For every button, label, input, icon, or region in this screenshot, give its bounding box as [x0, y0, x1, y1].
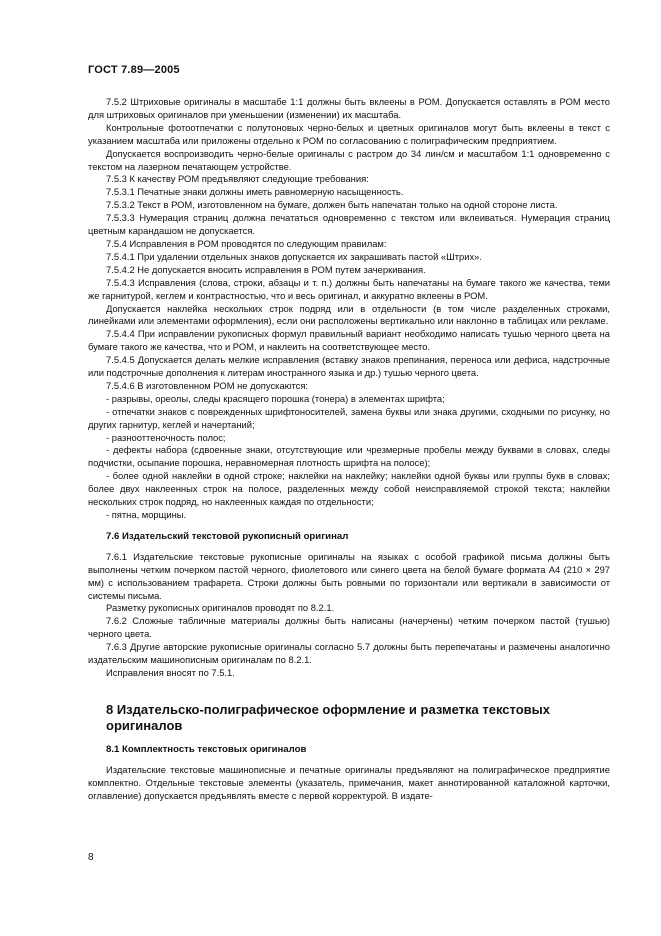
paragraph: 7.5.4.4 При исправлении рукописных формул правильный вариант необходимо написать тушью черного цвета на бумаге такого же качества, что и РОМ, и наклеить на соответствующее место. — [88, 328, 610, 353]
paragraph: 7.5.4 Исправления в РОМ проводятся по следующим правилам: — [106, 237, 387, 249]
paragraph: - разрывы, ореолы, следы красящего порошка (тонера) в элементах шрифта; — [106, 392, 445, 404]
paragraph: - дефекты набора (сдвоенные знаки, отсутствующие или чрезмерные пробелы между буквами в словах, следы подчистки, осыпание порошка, неравномерная плотность шрифта на полосе); — [88, 444, 610, 469]
paragraph: 7.6.3 Другие авторские рукописные оригиналы согласно 5.7 должны быть перепечатаны и размечены аналогично издательским машинописным оригиналам по 8.2.1. — [88, 641, 610, 666]
paragraph: 7.5.4.1 При удалении отдельных знаков допускается их закрашивать пастой «Штрих». — [106, 250, 482, 262]
section-7-5-text — [88, 96, 610, 522]
paragraph: 7.5.4.2 Не допускается вносить исправления в РОМ путем зачеркивания. — [106, 263, 426, 275]
section-8-heading: 8 Издательско-полиграфическое оформление и разметка текстовых оригиналов — [106, 701, 550, 733]
paragraph: 7.5.3.3 Нумерация страниц должна печататься одновременно с текстом или вклеиваться. Нумерация страниц цветным карандашом не допускается. — [88, 212, 610, 237]
paragraph: Допускается воспроизводить черно-белые оригиналы с растром до 34 лин/см и масштабом 1:1 одновременно с текстом на лазерном печатающем устройстве. — [88, 147, 610, 172]
paragraph: 7.5.2 Штриховые оригиналы в масштабе 1:1 должны быть вклеены в РОМ. Допускается оставлять в РОМ место для штриховых оригиналов при уменьшении (изменении) их масштаба. — [88, 96, 610, 120]
paragraph: 7.5.4.6 В изготовленном РОМ не допускаются: — [106, 379, 309, 391]
section-7-6-text — [88, 551, 610, 680]
paragraph: 7.5.4.3 Исправления (слова, строки, абзацы и т. п.) должны быть напечатаны на бумаге такого же качества, теми же гарнитурой, кеглем и контрастностью, что и весь оригинал, и аккуратно вклеены в РОМ. — [88, 276, 610, 301]
paragraph: 7.5.3.2 Текст в РОМ, изготовленном на бумаге, должен быть напечатан только на одной стороне листа. — [106, 199, 558, 211]
paragraph: - пятна, морщины. — [106, 509, 187, 520]
paragraph: - разнооттеночность полос; — [106, 431, 226, 443]
section-8-1-text — [88, 764, 610, 803]
document-body — [88, 96, 610, 803]
document-header: ГОСТ 7.89—2005 — [88, 64, 180, 76]
paragraph: Контрольные фотоотпечатки с полутоновых черно-белых и цветных оригиналов могут быть вклеены в текст с указанием масштаба или приложены отдельно к РОМ по согласованию с полиграфическим предприятием. — [88, 121, 610, 146]
page-number: 8 — [88, 852, 94, 863]
paragraph: 7.5.3 К качеству РОМ предъявляют следующие требования: — [106, 173, 369, 185]
paragraph: 7.6.2 Сложные табличные материалы должны быть написаны (начерчены) четким почерком пастой (тушью) черного цвета. — [88, 615, 610, 640]
paragraph: Исправления вносят по 7.5.1. — [106, 666, 235, 678]
paragraph: - более одной наклейки в одной строке; наклейки на наклейку; наклейки одной буквы или группы букв в словах; более двух наклеенных строк на полосе, разделенных между собой неисправляемой строкой текста; наклейки нескольких строк подряд, но наклеенных каждая по отдельности; — [88, 470, 610, 508]
paragraph: 7.5.4.5 Допускается делать мелкие исправления (вставку знаков препинания, переноса или дефиса, надстрочные или подстрочные дополнения к литерам иностранного языка и др.) тушью черного цвета. — [88, 354, 610, 379]
paragraph: 7.6.1 Издательские текстовые рукописные оригиналы на языках с особой графикой письма должны быть выполнены четким почерком пастой черного, фиолетового или синего цвета на белой бумаге формата А4 (210 × 297 мм) с использованием трафарета. Строки должны быть ровными по горизонтали или вертикали в зависимости от системы письма. — [88, 550, 610, 601]
paragraph: Допускается наклейка нескольких строк подряд или в отдельности (в том числе разделенных строками, линейками или элементами оформления), если они расположены вертикально или наклонно в таблицах или рекламе. — [88, 302, 610, 327]
paragraph: 7.5.3.1 Печатные знаки должны иметь равномерную насыщенность. — [106, 186, 404, 198]
paragraph: - отпечатки знаков с поврежденных шрифтоносителей, замена буквы или знака другими, сходными по рисунку, но других гарнитур, кеглей и начертаний; — [88, 405, 610, 430]
section-7-6-heading: 7.6 Издательский текстовой рукописный оригинал — [106, 530, 349, 542]
paragraph: Разметку рукописных оригиналов проводят по 8.2.1. — [106, 602, 335, 614]
paragraph: Издательские текстовые машинописные и печатные оригиналы предъявляют на полиграфическое предприятие комплектно. Отдельные текстовые элементы (указатель, примечания, макет аннотированной каталожной карточки, оглавление) допускается предъявлять вместе с первой корректурой. В издате- — [88, 763, 610, 801]
section-8-1-heading: 8.1 Комплектность текстовых оригиналов — [106, 743, 307, 755]
